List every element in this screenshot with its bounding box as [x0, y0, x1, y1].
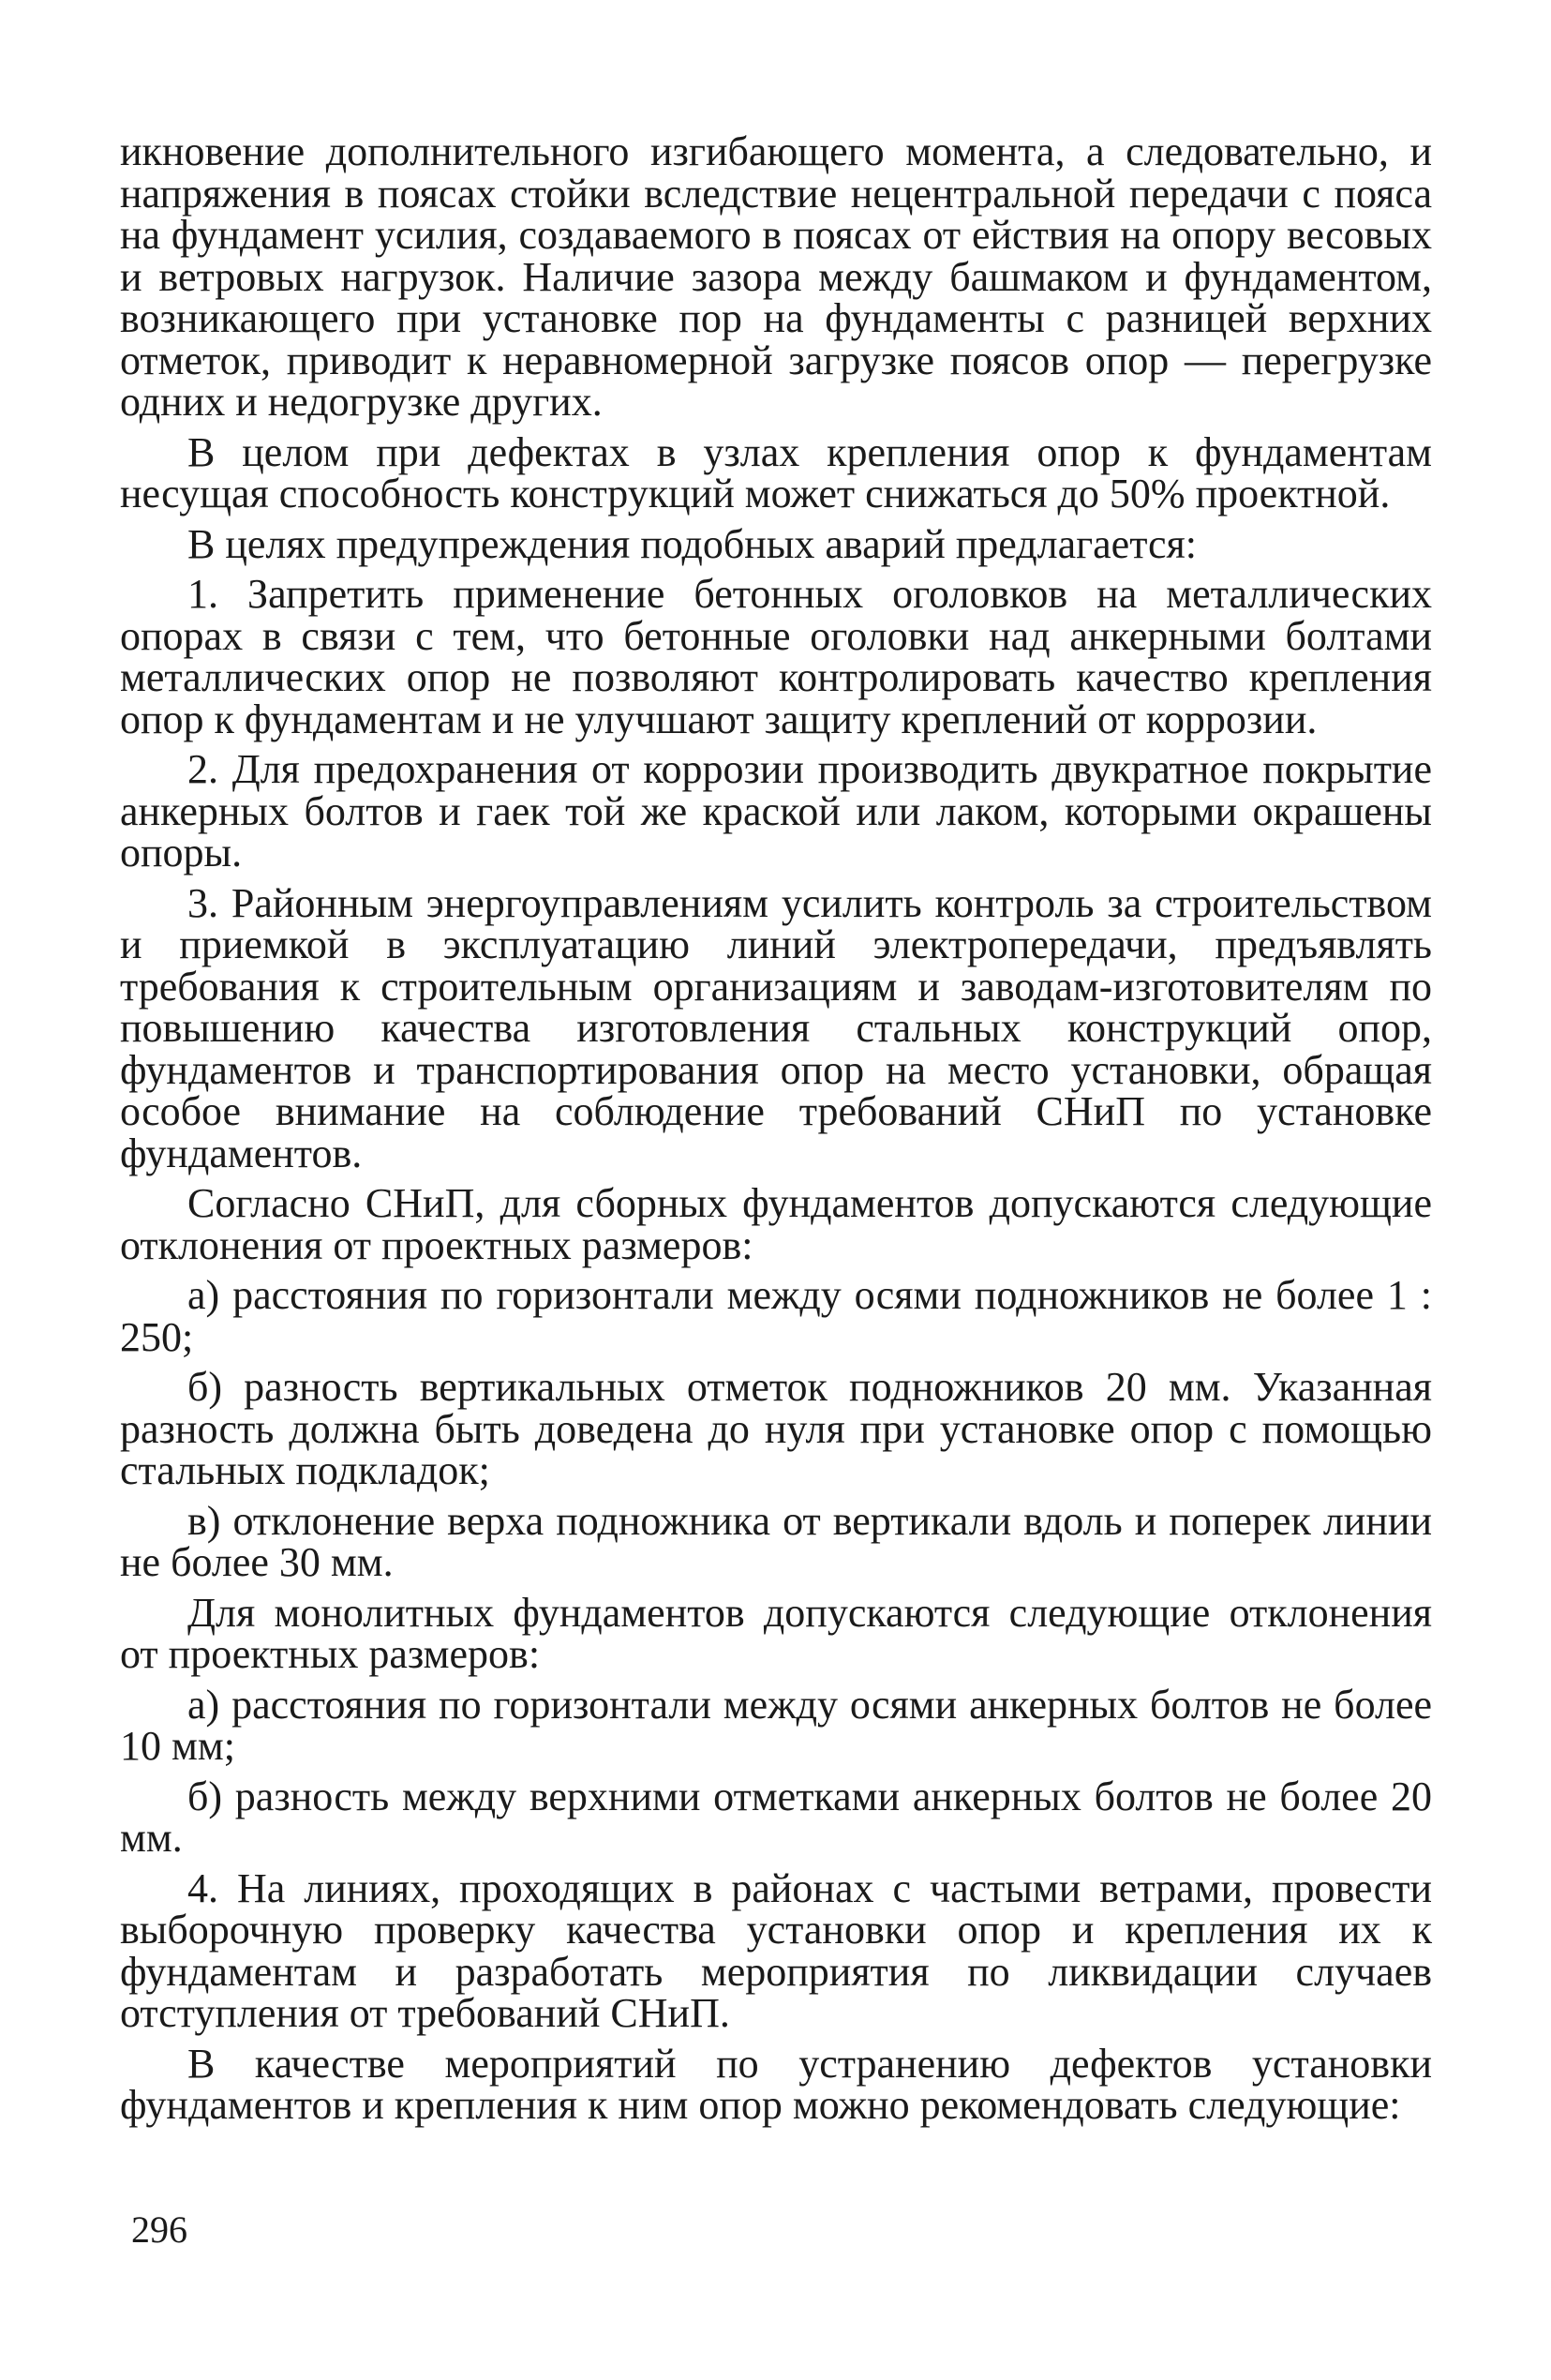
- page-number: 296: [131, 2208, 187, 2251]
- list-item-1: 1. Запретить применение бетонных оголовков на металлических опорах в связи с тем, что бетонные оголовки над анкерными болтами металлических опор не позволяют контролировать качество крепления опор к фундаментам и не улучшают защиту креплений от коррозии.: [120, 571, 1432, 742]
- paragraph-3: В целях предупреждения подобных аварий предлагается:: [187, 520, 1197, 567]
- paragraph-1: икновение дополнительного изгибающего момента, а следовательно, и напряжения в поясах стойки вследствие нецентральной передачи с пояса на фундамент усилия, создаваемого в поясах от ействия на опору весовых и ветровых нагрузок. Наличие зазора между башмаком и фундаментом, возникающего при установке пор на фундаменты с разницей верхних отметок, приводит к неравномерной загрузке поясов опор — перегрузке одних и недогрузке других.: [120, 128, 1432, 425]
- sub-item-a-assembled: а) расстояния по горизонтали между осями подножников не более 1 : 250;: [120, 1272, 1432, 1360]
- list-item-4: 4. На линиях, проходящих в районах с частыми ветрами, провести выборочную проверку качества установки опор и крепления их к фундаментам и разработать мероприятия по ликвидации случаев отступления от требований СНиП.: [120, 1864, 1432, 2036]
- sub-item-b-assembled: б) разность вертикальных отметок подножников 20 мм. Указанная разность должна быть доведена до нуля при установке опор с помощью стальных подкладок;: [120, 1364, 1432, 1493]
- list-item-2: 2. Для предохранения от коррозии производить двукратное покрытие анкерных болтов и гаек той же краской или лаком, которыми окрашены опоры.: [120, 746, 1432, 876]
- body-text: [120, 128, 1432, 2135]
- list-item-3: 3. Районным энергоуправлениям усилить контроль за строительством и приемкой в эксплуатацию линий электропередачи, предъявлять требования к строительным организациям и заводам-изготовителям по повышению качества изготовления стальных конструкций опор, фундаментов и транспортирования опор на место установки, обращая особое внимание на соблюдение требований СНиП по установке фундаментов.: [120, 879, 1432, 1176]
- sub-item-c-assembled: в) отклонение верха подножника от вертикали вдоль и поперек линии не более 30 мм.: [120, 1497, 1432, 1585]
- paragraph-monolithic: Для монолитных фундаментов допускаются следующие отклонения от проектных размеров:: [120, 1589, 1432, 1677]
- paragraph-snip-assembled: Согласно СНиП, для сборных фундаментов допускаются следующие отклонения от проектных размеров:: [120, 1180, 1432, 1268]
- paragraph-measures: В качестве мероприятий по устранению дефектов установки фундаментов и крепления к ним опор можно рекомендовать следующие:: [120, 2040, 1432, 2128]
- sub-item-a-monolithic: а) расстояния по горизонтали между осями анкерных болтов не более 10 мм;: [120, 1681, 1432, 1769]
- sub-item-b-monolithic: б) разность между верхними отметками анкерных болтов не более 20 мм.: [120, 1773, 1432, 1861]
- paragraph-2: В целом при дефектах в узлах крепления опор к фундаментам несущая способность конструкций может снижаться до 50% проектной.: [120, 428, 1432, 516]
